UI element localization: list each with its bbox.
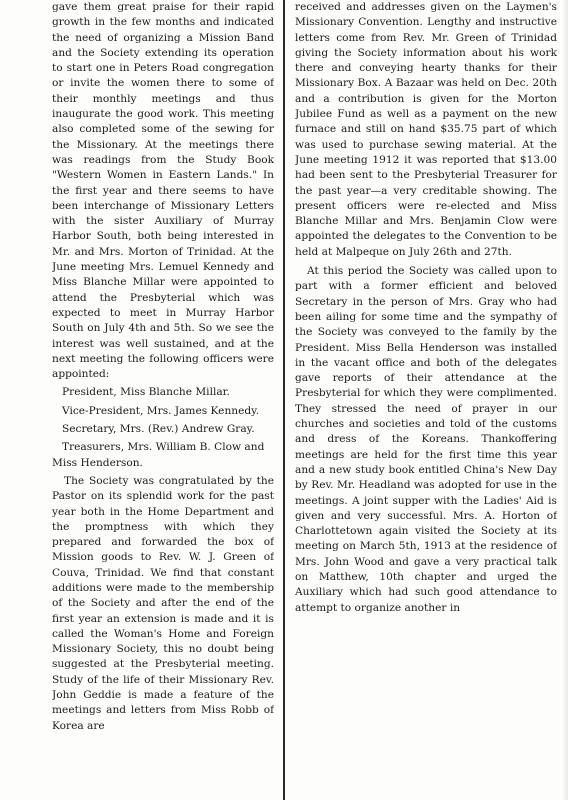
right-paragraph-2: At this period the Society was called upon to part with a former efficient and beloved Secretary in the person of Mrs. Gray who had been ailing for some time and the sympathy of the Society was conveyed to the family by the President. Miss Bella Henderson was installed in the vacant office and both of the delegates gave reports of their attendance at the Presbyterial for which they were complimented. They stressed the need of prayer in our churches and societies and told of the customs and dress of the Koreans. Thankoffering meetings are held for the first time this year and a new study book entitled China's New Day by Rev. Mr. Headland was adopted for use in the meetings. A joint supper with the Ladies' Aid is given and very successful. Mrs. A. Horton of Charlottetown again visited the Society at its meeting on March 5th, 1913 at the residence of Mrs. John Wood and gave a very practical talk on Matthew, 10th chapter and urged the Auxiliary which had such good attendance to attempt to organize another in [295, 265, 557, 614]
left-paragraph-2: The Society was congratulated by the Pastor on its splendid work for the past year both in the Home Department and the promptness with which they prepared and forwarded the box of Mission goods to Rev. W. J. Green of Couva, Trinidad. We find that constant additions were made to the membership of the Society and after the end of the first year an extension is made and it is called the Woman's Home and Foreign Missionary Society, this no doubt being suggested at the Presbyterial meeting. Study of the life of their Missionary Rev. John Geddie is made a feature of the meetings and letters from Miss Robb of Korea are [52, 474, 274, 732]
column-divider [283, 0, 285, 800]
officer-president: President, Miss Blanche Millar. [62, 386, 230, 399]
left-column [52, 0, 274, 800]
right-column [295, 0, 557, 800]
officer-treasurers: Treasurers, Mrs. William B. Clow and Miss Henderson. [52, 441, 265, 469]
left-paragraph-1: gave them great praise for their rapid growth in the few months and indicated the need of organizing a Mission Band and the Society extending its operation to start one in Peters Road congregation or invite the women there to some of their monthly meetings and thus inaugurate the good work. This meeting also completed some of the sewing for the Missionary. At the meetings there was readings from the Study Book "Western Women in Eastern Lands." In the first year and there seems to have been interchange of Missionary Letters with the sister Auxiliary of Murray Harbor South, both being interested in Mr. and Mrs. Morton of Trinidad. At the June meeting Mrs. Lemuel Kennedy and Miss Blanche Millar were appointed to attend the Presbyterial which was expected to meet in Murray Harbor South on July 4th and 5th. So we see the interest was well sustained, and at the next meeting the following officers were appointed: [52, 1, 274, 381]
officer-secretary: Secretary, Mrs. (Rev.) Andrew Gray. [62, 423, 255, 436]
right-paragraph-1: received and addresses given on the Laymen's Missionary Convention. Lengthy and instructive letters come from Rev. Mr. Green of Trinidad giving the Society information about his work there and conveying hearty thanks for their Missionary Box. A Bazaar was held on Dec. 20th and a contribution is given for the Morton Jubilee Fund as well as a payment on the new furnace and still on hand $35.75 part of which was used to purchase sewing material. At the June meeting 1912 it was reported that $13.00 had been sent to the Presbyterial Treasurer for the past year—a very creditable showing. The present officers were re-elected and Miss Blanche Millar and Mrs. Benjamin Clow were appointed the delegates to the Convention to be held at Malpeque on July 26th and 27th. [295, 1, 557, 258]
scan-edge-shadow [562, 0, 568, 800]
officer-vice-president: Vice-President, Mrs. James Kennedy. [62, 404, 260, 417]
